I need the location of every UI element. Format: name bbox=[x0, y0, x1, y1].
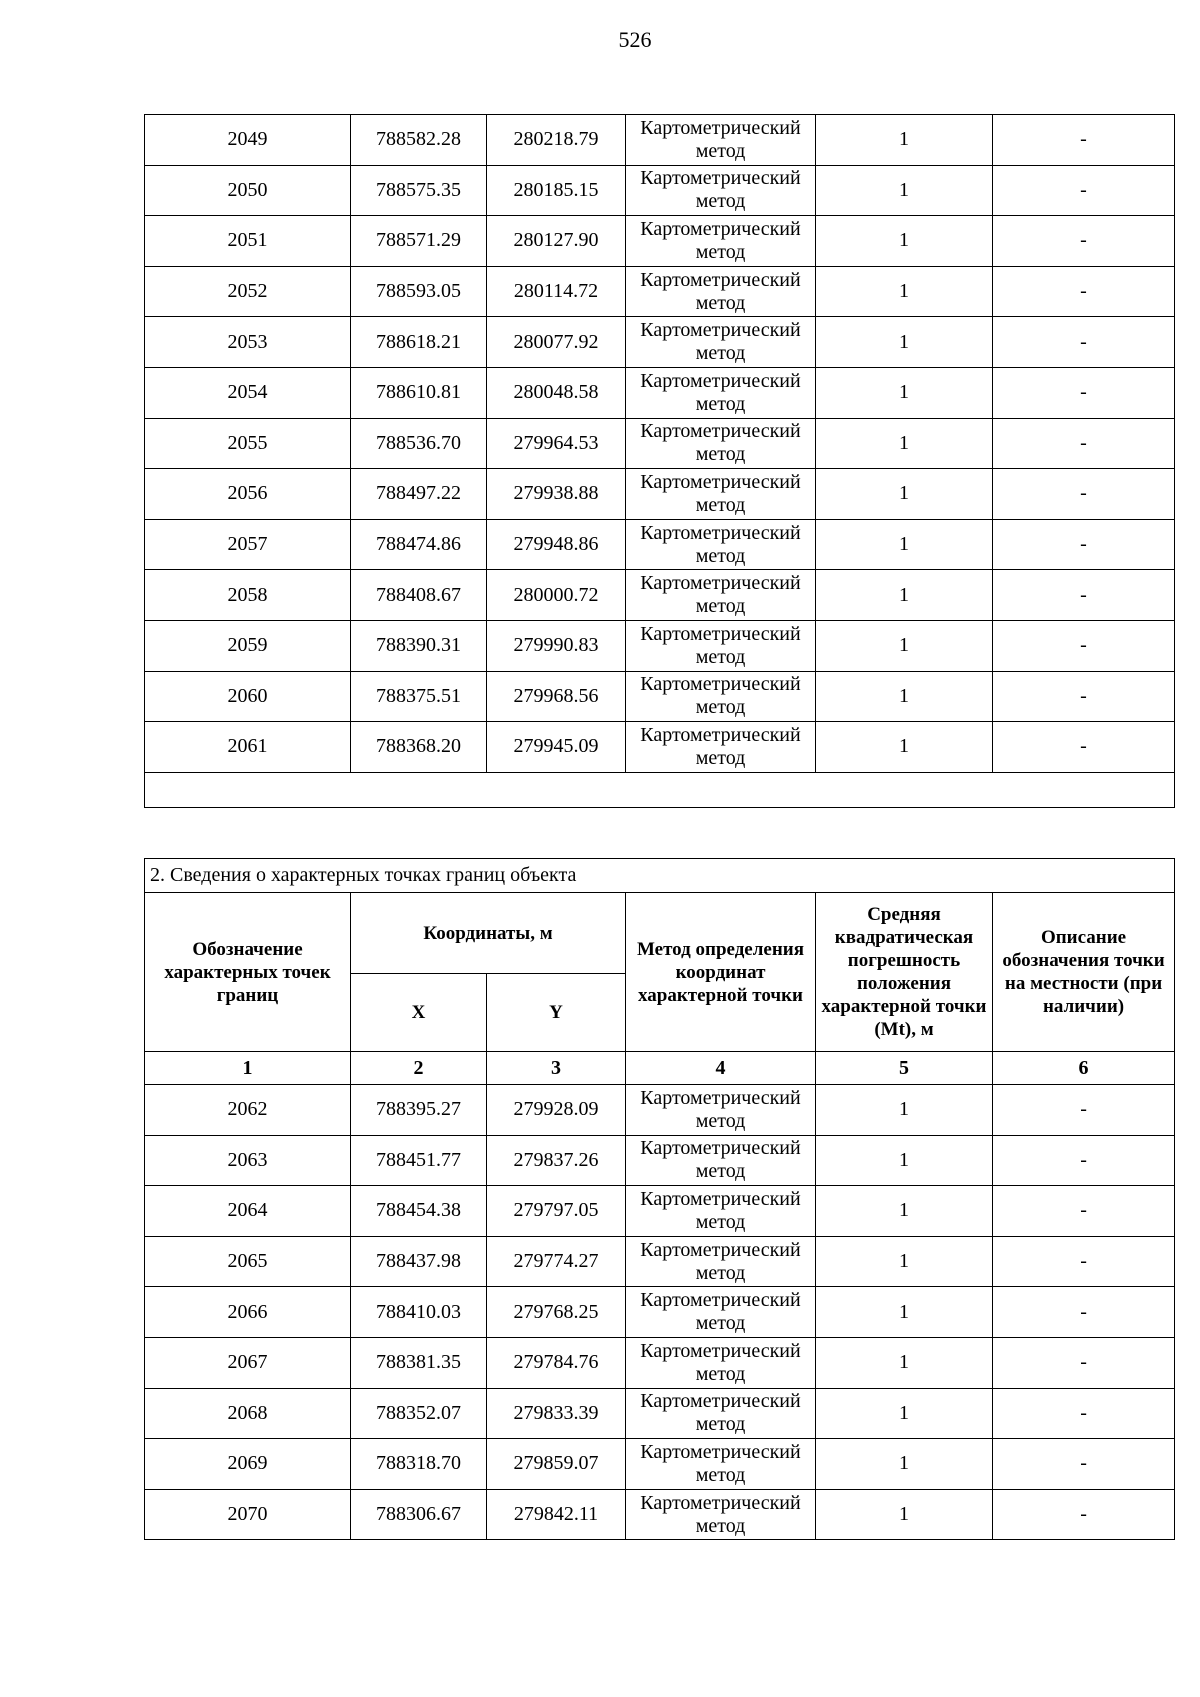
coord-y-cell: 279837.26 bbox=[487, 1135, 626, 1186]
method-line-1: Картометрический bbox=[640, 1339, 801, 1362]
method-line-1: Картометрический bbox=[640, 572, 801, 595]
table-row bbox=[145, 216, 1175, 267]
method-line-1: Картометрический bbox=[640, 268, 801, 291]
method-line-1: Картометрический bbox=[640, 1491, 801, 1514]
method-line-2: метод bbox=[695, 1261, 746, 1284]
method-cell bbox=[626, 1337, 816, 1388]
coord-x-cell: 788571.29 bbox=[351, 216, 487, 267]
coord-x-cell: 788536.70 bbox=[351, 418, 487, 469]
method-line-1: Картометрический bbox=[640, 1289, 801, 1312]
table-row bbox=[145, 620, 1175, 671]
method-cell bbox=[626, 266, 816, 317]
mean-error-cell: 1 bbox=[816, 418, 993, 469]
mean-error-cell: 1 bbox=[816, 1287, 993, 1338]
point-id-cell: 2064 bbox=[145, 1186, 351, 1237]
method-line-2: метод bbox=[695, 1109, 746, 1132]
method-line-2: метод bbox=[695, 342, 746, 365]
table-row bbox=[145, 1236, 1175, 1287]
method-line-1: Картометрический bbox=[640, 116, 801, 139]
coord-x-cell: 788618.21 bbox=[351, 317, 487, 368]
method-line-1: Картометрический bbox=[640, 470, 801, 493]
point-id-cell: 2068 bbox=[145, 1388, 351, 1439]
description-cell: - bbox=[993, 722, 1175, 773]
empty-row bbox=[145, 772, 1175, 807]
table-row bbox=[145, 570, 1175, 621]
table-a-body bbox=[145, 115, 1175, 808]
description-cell: - bbox=[993, 1135, 1175, 1186]
method-line-1: Картометрический bbox=[640, 1238, 801, 1261]
mean-error-cell: 1 bbox=[816, 1489, 993, 1540]
table-row bbox=[145, 671, 1175, 722]
coord-x-cell: 788381.35 bbox=[351, 1337, 487, 1388]
coord-y-cell: 279964.53 bbox=[487, 418, 626, 469]
method-line-2: метод bbox=[695, 595, 746, 618]
mean-error-cell: 1 bbox=[816, 165, 993, 216]
description-cell: - bbox=[993, 620, 1175, 671]
table-row bbox=[145, 367, 1175, 418]
point-id-cell: 2067 bbox=[145, 1337, 351, 1388]
header-method: Метод определения координат характерной точки bbox=[626, 893, 816, 1052]
method-cell bbox=[626, 519, 816, 570]
coord-y-cell: 279948.86 bbox=[487, 519, 626, 570]
method-line-1: Картометрический bbox=[640, 420, 801, 443]
mean-error-cell: 1 bbox=[816, 115, 993, 166]
point-id-cell: 2070 bbox=[145, 1489, 351, 1540]
description-cell: - bbox=[993, 519, 1175, 570]
method-line-1: Картометрический bbox=[640, 1187, 801, 1210]
coord-y-cell: 279945.09 bbox=[487, 722, 626, 773]
point-id-cell: 2058 bbox=[145, 570, 351, 621]
coord-x-cell: 788575.35 bbox=[351, 165, 487, 216]
point-id-cell: 2052 bbox=[145, 266, 351, 317]
table-row bbox=[145, 1085, 1175, 1136]
point-id-cell: 2050 bbox=[145, 165, 351, 216]
point-id-cell: 2063 bbox=[145, 1135, 351, 1186]
table-row bbox=[145, 1388, 1175, 1439]
method-cell bbox=[626, 115, 816, 166]
method-cell bbox=[626, 469, 816, 520]
table-row bbox=[145, 1337, 1175, 1388]
method-cell bbox=[626, 1236, 816, 1287]
table-row bbox=[145, 1135, 1175, 1186]
method-line-1: Картометрический bbox=[640, 369, 801, 392]
coord-x-cell: 788593.05 bbox=[351, 266, 487, 317]
point-id-cell: 2053 bbox=[145, 317, 351, 368]
coord-y-cell: 279968.56 bbox=[487, 671, 626, 722]
mean-error-cell: 1 bbox=[816, 317, 993, 368]
method-cell bbox=[626, 1489, 816, 1540]
table-row bbox=[145, 317, 1175, 368]
mean-error-cell: 1 bbox=[816, 1337, 993, 1388]
method-cell bbox=[626, 620, 816, 671]
coord-y-cell: 279797.05 bbox=[487, 1186, 626, 1237]
method-line-2: метод bbox=[695, 139, 746, 162]
table-row bbox=[145, 115, 1175, 166]
table-row bbox=[145, 418, 1175, 469]
mean-error-cell: 1 bbox=[816, 266, 993, 317]
coord-y-cell: 280048.58 bbox=[487, 367, 626, 418]
method-line-1: Картометрический bbox=[640, 723, 801, 746]
point-id-cell: 2056 bbox=[145, 469, 351, 520]
mean-error-cell: 1 bbox=[816, 1236, 993, 1287]
header-y: Y bbox=[487, 974, 626, 1052]
point-id-cell: 2049 bbox=[145, 115, 351, 166]
method-line-1: Картометрический bbox=[640, 1440, 801, 1463]
table-row bbox=[145, 1186, 1175, 1237]
method-line-1: Картометрический bbox=[640, 521, 801, 544]
point-id-cell: 2055 bbox=[145, 418, 351, 469]
coord-y-cell: 280127.90 bbox=[487, 216, 626, 267]
method-cell bbox=[626, 570, 816, 621]
method-line-2: метод bbox=[695, 645, 746, 668]
coord-y-cell: 279938.88 bbox=[487, 469, 626, 520]
method-line-2: метод bbox=[695, 1463, 746, 1486]
point-id-cell: 2062 bbox=[145, 1085, 351, 1136]
coord-y-cell: 279774.27 bbox=[487, 1236, 626, 1287]
mean-error-cell: 1 bbox=[816, 469, 993, 520]
description-cell: - bbox=[993, 1186, 1175, 1237]
method-line-2: метод bbox=[695, 1210, 746, 1233]
description-cell: - bbox=[993, 317, 1175, 368]
description-cell: - bbox=[993, 266, 1175, 317]
description-cell: - bbox=[993, 1388, 1175, 1439]
mean-error-cell: 1 bbox=[816, 620, 993, 671]
table-row bbox=[145, 1287, 1175, 1338]
mean-error-cell: 1 bbox=[816, 570, 993, 621]
method-line-2: метод bbox=[695, 1362, 746, 1385]
method-line-2: метод bbox=[695, 1413, 746, 1436]
header-coordinates: Координаты, м bbox=[351, 893, 626, 974]
column-number: 5 bbox=[816, 1052, 993, 1085]
method-cell bbox=[626, 367, 816, 418]
method-line-1: Картометрический bbox=[640, 1137, 801, 1160]
column-number: 4 bbox=[626, 1052, 816, 1085]
description-cell: - bbox=[993, 165, 1175, 216]
method-cell bbox=[626, 1388, 816, 1439]
coord-y-cell: 279928.09 bbox=[487, 1085, 626, 1136]
method-line-1: Картометрический bbox=[640, 167, 801, 190]
method-cell bbox=[626, 216, 816, 267]
characteristic-points-table bbox=[144, 858, 1175, 1540]
point-id-cell: 2069 bbox=[145, 1439, 351, 1490]
method-line-1: Картометрический bbox=[640, 622, 801, 645]
point-id-cell: 2060 bbox=[145, 671, 351, 722]
header-point-designation: Обозначение характерных точек границ bbox=[145, 893, 351, 1052]
table-row bbox=[145, 469, 1175, 520]
method-line-2: метод bbox=[695, 696, 746, 719]
description-cell: - bbox=[993, 1287, 1175, 1338]
table-row bbox=[145, 266, 1175, 317]
coord-x-cell: 788451.77 bbox=[351, 1135, 487, 1186]
column-number: 1 bbox=[145, 1052, 351, 1085]
method-line-1: Картометрический bbox=[640, 1390, 801, 1413]
table-row bbox=[145, 1489, 1175, 1540]
mean-error-cell: 1 bbox=[816, 671, 993, 722]
coord-x-cell: 788497.22 bbox=[351, 469, 487, 520]
table-row bbox=[145, 722, 1175, 773]
method-cell bbox=[626, 1439, 816, 1490]
method-line-1: Картометрический bbox=[640, 319, 801, 342]
description-cell: - bbox=[993, 671, 1175, 722]
method-line-2: метод bbox=[695, 291, 746, 314]
point-id-cell: 2051 bbox=[145, 216, 351, 267]
header-mean-error: Средняя квадратическая погрешность положения характерной точки (Мt), м bbox=[816, 893, 993, 1052]
method-line-1: Картометрический bbox=[640, 673, 801, 696]
column-number: 3 bbox=[487, 1052, 626, 1085]
method-cell bbox=[626, 671, 816, 722]
table-row bbox=[145, 1439, 1175, 1490]
method-line-2: метод bbox=[695, 1160, 746, 1183]
coord-y-cell: 280077.92 bbox=[487, 317, 626, 368]
table-row bbox=[145, 165, 1175, 216]
method-line-2: метод bbox=[695, 1312, 746, 1335]
description-cell: - bbox=[993, 1085, 1175, 1136]
mean-error-cell: 1 bbox=[816, 519, 993, 570]
point-id-cell: 2066 bbox=[145, 1287, 351, 1338]
column-number: 6 bbox=[993, 1052, 1175, 1085]
coord-x-cell: 788368.20 bbox=[351, 722, 487, 773]
table-caption: 2. Сведения о характерных точках границ объекта bbox=[145, 859, 1175, 893]
description-cell: - bbox=[993, 216, 1175, 267]
header-x: X bbox=[351, 974, 487, 1052]
method-cell bbox=[626, 1287, 816, 1338]
mean-error-cell: 1 bbox=[816, 1186, 993, 1237]
page-number: 526 bbox=[618, 27, 652, 52]
description-cell: - bbox=[993, 1337, 1175, 1388]
coord-y-cell: 279768.25 bbox=[487, 1287, 626, 1338]
description-cell: - bbox=[993, 367, 1175, 418]
mean-error-cell: 1 bbox=[816, 367, 993, 418]
coord-x-cell: 788408.67 bbox=[351, 570, 487, 621]
method-cell bbox=[626, 418, 816, 469]
point-id-cell: 2061 bbox=[145, 722, 351, 773]
mean-error-cell: 1 bbox=[816, 1439, 993, 1490]
coord-x-cell: 788437.98 bbox=[351, 1236, 487, 1287]
point-id-cell: 2059 bbox=[145, 620, 351, 671]
method-cell bbox=[626, 722, 816, 773]
coord-y-cell: 280114.72 bbox=[487, 266, 626, 317]
table-row bbox=[145, 519, 1175, 570]
method-cell bbox=[626, 1085, 816, 1136]
mean-error-cell: 1 bbox=[816, 1085, 993, 1136]
coord-y-cell: 279990.83 bbox=[487, 620, 626, 671]
coord-y-cell: 280218.79 bbox=[487, 115, 626, 166]
coord-x-cell: 788390.31 bbox=[351, 620, 487, 671]
method-line-2: метод bbox=[695, 493, 746, 516]
method-line-2: метод bbox=[695, 544, 746, 567]
method-line-2: метод bbox=[695, 746, 746, 769]
method-cell bbox=[626, 1135, 816, 1186]
coord-y-cell: 280185.15 bbox=[487, 165, 626, 216]
table-b-body bbox=[145, 1085, 1175, 1540]
coord-x-cell: 788306.67 bbox=[351, 1489, 487, 1540]
method-cell bbox=[626, 317, 816, 368]
method-line-1: Картометрический bbox=[640, 1086, 801, 1109]
description-cell: - bbox=[993, 469, 1175, 520]
coord-x-cell: 788352.07 bbox=[351, 1388, 487, 1439]
method-line-1: Картометрический bbox=[640, 217, 801, 240]
coord-x-cell: 788410.03 bbox=[351, 1287, 487, 1338]
coord-x-cell: 788582.28 bbox=[351, 115, 487, 166]
description-cell: - bbox=[993, 1236, 1175, 1287]
coord-x-cell: 788610.81 bbox=[351, 367, 487, 418]
method-line-2: метод bbox=[695, 443, 746, 466]
method-line-2: метод bbox=[695, 240, 746, 263]
method-cell bbox=[626, 165, 816, 216]
description-cell: - bbox=[993, 418, 1175, 469]
coord-x-cell: 788474.86 bbox=[351, 519, 487, 570]
point-id-cell: 2054 bbox=[145, 367, 351, 418]
description-cell: - bbox=[993, 115, 1175, 166]
method-line-2: метод bbox=[695, 392, 746, 415]
method-line-2: метод bbox=[695, 1514, 746, 1537]
method-line-2: метод bbox=[695, 190, 746, 213]
mean-error-cell: 1 bbox=[816, 1388, 993, 1439]
coord-y-cell: 279859.07 bbox=[487, 1439, 626, 1490]
mean-error-cell: 1 bbox=[816, 722, 993, 773]
mean-error-cell: 1 bbox=[816, 216, 993, 267]
coord-y-cell: 279784.76 bbox=[487, 1337, 626, 1388]
method-cell bbox=[626, 1186, 816, 1237]
coord-y-cell: 279833.39 bbox=[487, 1388, 626, 1439]
empty-cell bbox=[145, 772, 1175, 807]
coordinates-table-continued bbox=[144, 114, 1175, 808]
description-cell: - bbox=[993, 1439, 1175, 1490]
coord-x-cell: 788395.27 bbox=[351, 1085, 487, 1136]
mean-error-cell: 1 bbox=[816, 1135, 993, 1186]
description-cell: - bbox=[993, 1489, 1175, 1540]
coord-x-cell: 788318.70 bbox=[351, 1439, 487, 1490]
header-description: Описание обозначения точки на местности (при наличии) bbox=[993, 893, 1175, 1052]
point-id-cell: 2065 bbox=[145, 1236, 351, 1287]
coord-x-cell: 788375.51 bbox=[351, 671, 487, 722]
column-number: 2 bbox=[351, 1052, 487, 1085]
description-cell: - bbox=[993, 570, 1175, 621]
coord-y-cell: 280000.72 bbox=[487, 570, 626, 621]
coord-y-cell: 279842.11 bbox=[487, 1489, 626, 1540]
point-id-cell: 2057 bbox=[145, 519, 351, 570]
coord-x-cell: 788454.38 bbox=[351, 1186, 487, 1237]
